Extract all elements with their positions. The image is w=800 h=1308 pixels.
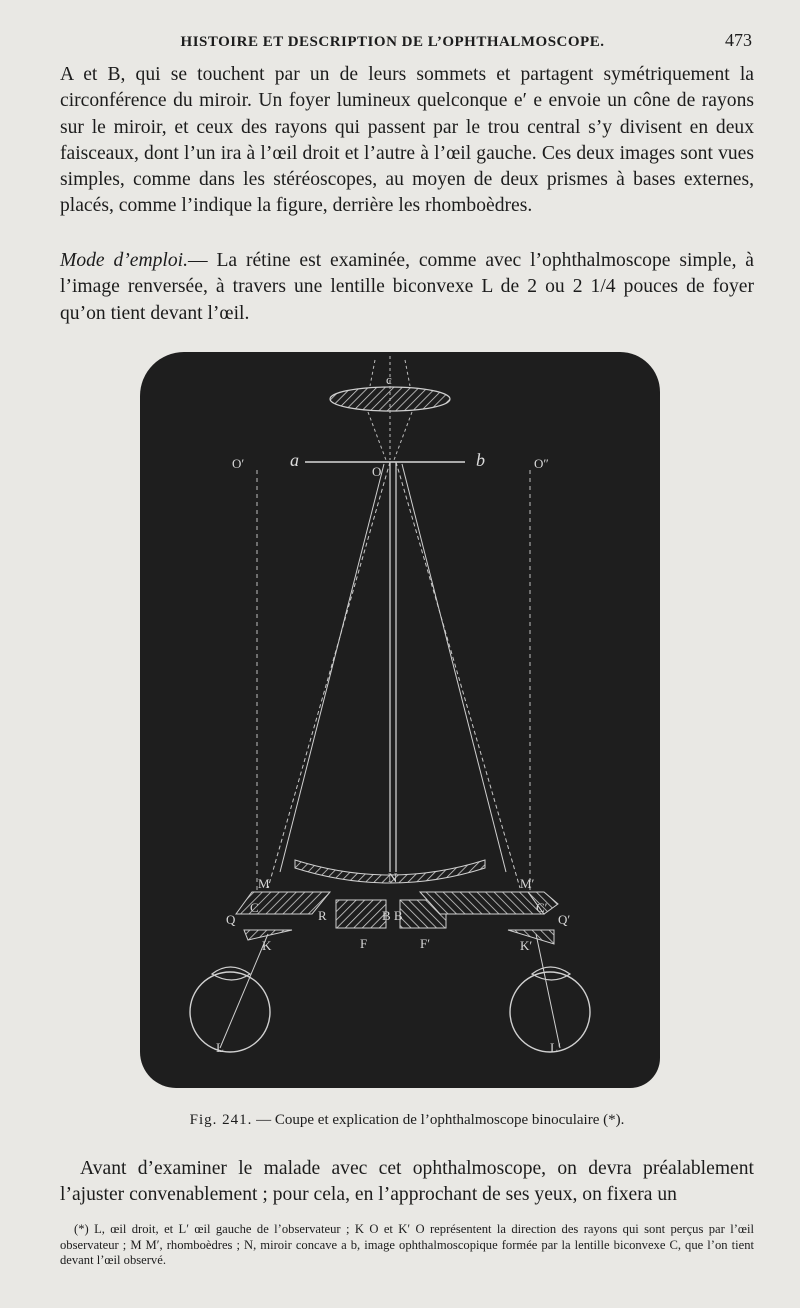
label-a: a — [290, 450, 299, 470]
label-bb: B B — [382, 908, 403, 923]
paragraph-2-text: — La rétine est examinée, comme avec l’ophthalmoscope simple, à l’image renversée, à travers une lentille biconvexe L de 2 ou 2 1/4 pouces de foyer qu’on tient devant l’œil. — [60, 250, 755, 324]
label-o-prime: O′ — [232, 456, 245, 471]
label-q: Q — [226, 912, 236, 927]
eye-left — [190, 972, 270, 1052]
figure-binocular-ophthalmoscope — [140, 352, 660, 1088]
label-l-prime: L′ — [550, 1040, 561, 1055]
label-n: N — [388, 870, 398, 885]
label-m-prime: M′ — [520, 876, 535, 891]
label-o: O — [372, 464, 382, 479]
label-b: b — [476, 450, 485, 470]
page-number: 473 — [725, 30, 752, 50]
label-k-prime: K′ — [520, 938, 533, 953]
label-c: c — [386, 372, 392, 387]
paragraph-1 — [60, 62, 754, 220]
label-m: M — [258, 876, 270, 891]
label-c-left: C — [250, 900, 259, 915]
label-q-prime: Q′ — [558, 912, 571, 927]
paragraph-3 — [60, 1156, 754, 1209]
mode-emploi-heading: Mode d’emploi. — [60, 250, 189, 271]
paragraph-2 — [60, 248, 754, 327]
paragraph-3-text: Avant d’examiner le malade avec cet ophthalmoscope, on devra préalablement l’ajuster convenablement ; pour cela, en l’approchant de ses yeux, on fixera un — [60, 1158, 754, 1206]
label-f: F — [360, 936, 368, 951]
label-f-prime: F′ — [420, 936, 431, 951]
label-c-right: C′ — [536, 900, 548, 915]
label-l: L — [216, 1040, 224, 1055]
label-o-double: O″ — [534, 456, 549, 471]
page-header — [60, 30, 752, 51]
label-k: K — [262, 938, 272, 953]
paragraph-1-text: A et B, qui se touchent par un de leurs sommets et partagent symétriquement la circonférence du miroir. Un foyer lumineux quelconque e′ e envoie un cône de rayons sur le miroir, et ceux des rayons qui passent par le trou central s’y divisent en deux faisceaux, dont l’un ira à l’œil droit et l’autre à l’œil gauche. Ces deux images sont vues simples, comme dans les stéréoscopes, au moyen de deux prismes à bases externes, placés, comme l’indique la figure, derrière les rhomboèdres. — [60, 64, 754, 217]
figure-caption — [60, 1112, 754, 1129]
figure-diagram — [140, 352, 660, 1088]
running-title: HISTOIRE ET DESCRIPTION DE L’OPHTHALMOSCOPE. — [180, 34, 605, 50]
footnote — [60, 1222, 754, 1269]
label-r: R — [318, 908, 327, 923]
figure-caption-text: — Coupe et explication de l’ophthalmoscope binoculaire (*). — [256, 1112, 625, 1128]
figure-number: Fig. 241. — [189, 1112, 253, 1128]
footnote-text: (*) L, œil droit, et L′ œil gauche de l’observateur ; K O et K′ O représentent la direction des rayons qui sont perçus par l’œil observateur ; M M′, rhomboèdres ; N, miroir concave a b, image ophthalmoscopique formée par la lentille biconvexe C, que l’on tient devant l’œil observé. — [60, 1222, 754, 1267]
